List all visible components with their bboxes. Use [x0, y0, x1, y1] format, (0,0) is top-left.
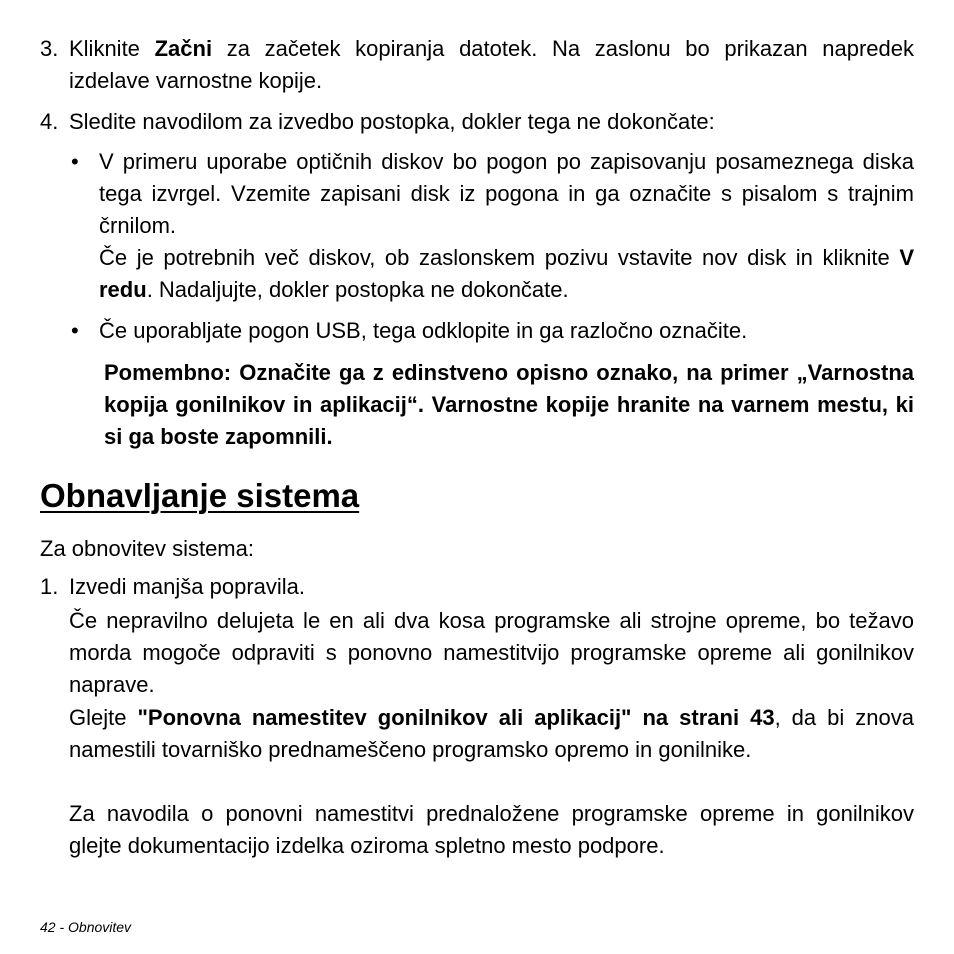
step-1-paragraph-2-before: Glejte — [69, 705, 138, 730]
step-1-paragraph-2 — [69, 702, 914, 766]
bullet-2-text: Če uporabljate pogon USB, tega odklopite in ga razločno označite. — [99, 318, 748, 343]
step-4-text: Sledite navodilom za izvedbo postopka, dokler tega ne dokončate: — [69, 109, 715, 134]
step-4-number: 4. — [40, 109, 59, 134]
step-3-text-before: Kliknite — [69, 36, 155, 61]
section-heading: Obnavljanje sistema — [40, 477, 360, 514]
bullet-2-symbol: • — [71, 318, 79, 343]
step-1-paragraph-1: Če nepravilno delujeta le en ali dva kosa programske ali strojne opreme, bo težavo morda mogoče odpraviti s ponovno namestitvijo programske opreme ali gonilnikov naprave. — [69, 608, 914, 697]
cross-reference-link: "Ponovna namestitev gonilnikov ali aplikacij" na strani 43 — [137, 705, 775, 730]
step-3-text-after: za začetek kopiranja datotek. Na zaslonu bo prikazan napredek izdelave varnostne kopije. — [69, 36, 914, 93]
page-footer: 42 - Obnovitev — [40, 919, 132, 935]
step-3-bold-start: Začni — [154, 36, 213, 61]
bullet-1-text: V primeru uporabe optičnih diskov bo pogon po zapisovanju posameznega diska tega izvrgel. Vzemite zapisani disk iz pogona in ga označite s pisalom s trajnim črnilom. — [99, 149, 914, 238]
important-note: Pomembno: Označite ga z edinstveno opisno oznako, na primer „Varnostna kopija gonilnikov in aplikacij“. Varnostne kopije hranite na varnem mestu, ki si ga boste zapomnili. — [104, 360, 914, 449]
section-intro: Za obnovitev sistema: — [40, 536, 254, 561]
bullet-1-symbol: • — [71, 149, 79, 174]
bullet-1-continuation-after: . Nadaljujte, dokler postopka ne dokončate. — [146, 277, 569, 302]
bullet-1-continuation — [99, 242, 914, 306]
step-1-number: 1. — [40, 574, 59, 599]
step-1-title: Izvedi manjša popravila. — [69, 574, 306, 599]
step-3-number: 3. — [40, 36, 59, 61]
step-3-text — [69, 33, 914, 97]
ok-bold-label: V redu — [99, 245, 914, 302]
step-1-paragraph-3: Za navodila o ponovni namestitvi prednaložene programske opreme in gonilnikov glejte dokumentacijo izdelka oziroma spletno mesto podpore. — [69, 801, 914, 858]
bullet-1-continuation-before: Če je potrebnih več diskov, ob zaslonskem pozivu vstavite nov disk in kliknite — [99, 245, 900, 270]
step-1-paragraph-2-after: , da bi znova namestili tovarniško prednameščeno programsko opremo in gonilnike. — [69, 705, 914, 762]
